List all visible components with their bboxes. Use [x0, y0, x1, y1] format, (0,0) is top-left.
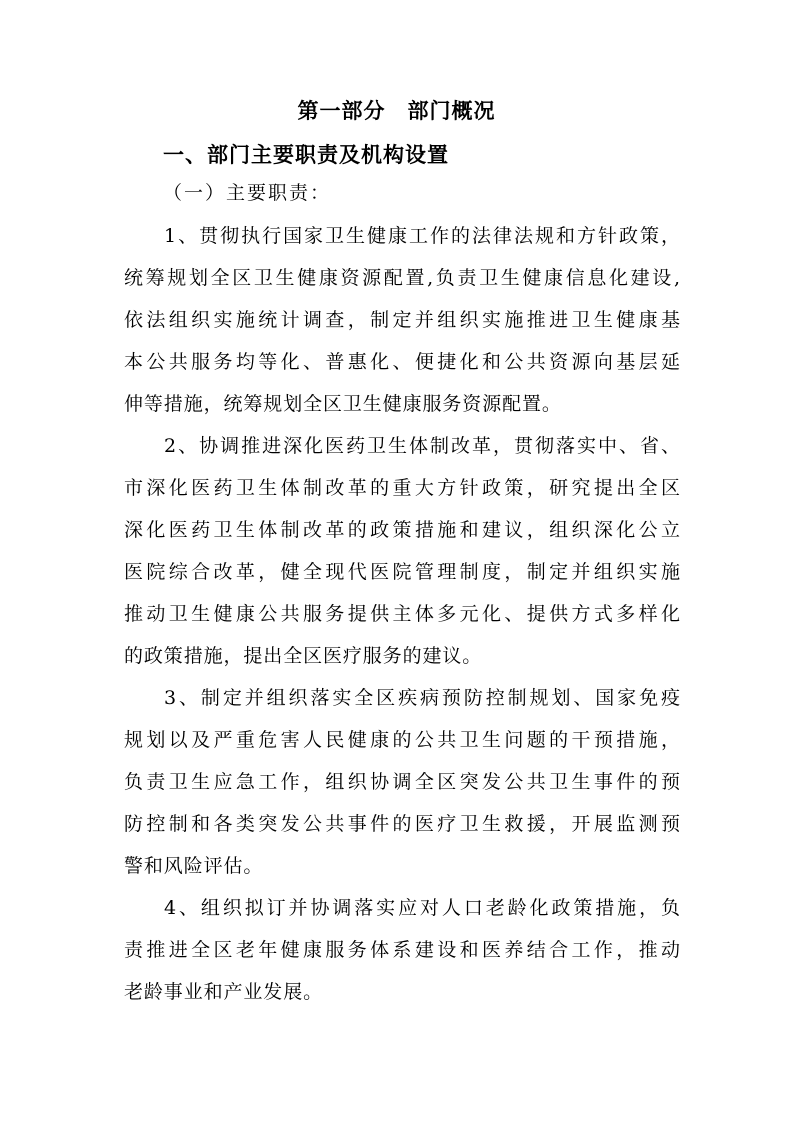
text-line: 伸等措施，统筹规划全区卫生健康服务资源配置。: [124, 393, 562, 415]
text-line: 推动卫生健康公共服务提供主体多元化、提供方式多样化: [124, 603, 680, 625]
page-title: 第一部分 部门概况: [297, 98, 496, 123]
text-line: 深化医药卫生体制改革的政策措施和建议，组织深化公立: [124, 519, 680, 541]
text-line: 1、贯彻执行国家卫生健康工作的法律法规和方针政策，: [164, 225, 680, 247]
paragraph-duty-3: [124, 677, 680, 887]
text-line: 老龄事业和产业发展。: [124, 981, 324, 1003]
text-line: 防控制和各类突发公共事件的医疗卫生救援，开展监测预: [124, 813, 680, 835]
text-line: 2、协调推进深化医药卫生体制改革，贯彻落实中、省、: [164, 435, 680, 457]
section-heading: 一、部门主要职责及机构设置: [163, 142, 449, 167]
text-line: 3、制定并组织落实全区疾病预防控制规划、国家免疫: [164, 687, 680, 709]
subsection-heading: （一）主要职责：: [163, 182, 332, 204]
paragraph-duty-1: [124, 215, 680, 425]
text-line: 规划以及严重危害人民健康的公共卫生问题的干预措施，: [124, 729, 680, 751]
text-line: 依法组织实施统计调查，制定并组织实施推进卫生健康基: [124, 309, 680, 331]
paragraph-duty-2: [124, 425, 680, 677]
text-line: 4、组织拟订并协调落实应对人口老龄化政策措施，负: [164, 897, 680, 919]
text-line: 警和风险评估。: [124, 855, 264, 877]
paragraph-duty-4: [124, 887, 680, 1013]
text-line: 医院综合改革，健全现代医院管理制度，制定并组织实施: [124, 561, 680, 583]
text-line: 本公共服务均等化、普惠化、便捷化和公共资源向基层延: [124, 351, 680, 373]
text-line: 责推进全区老年健康服务体系建设和医养结合工作，推动: [124, 939, 680, 961]
text-line: 负责卫生应急工作，组织协调全区突发公共卫生事件的预: [124, 771, 680, 793]
text-line: 的政策措施，提出全区医疗服务的建议。: [124, 645, 483, 667]
text-line: 市深化医药卫生体制改革的重大方针政策，研究提出全区: [124, 477, 680, 499]
text-line: 统筹规划全区卫生健康资源配置,负责卫生健康信息化建设,: [124, 267, 680, 289]
